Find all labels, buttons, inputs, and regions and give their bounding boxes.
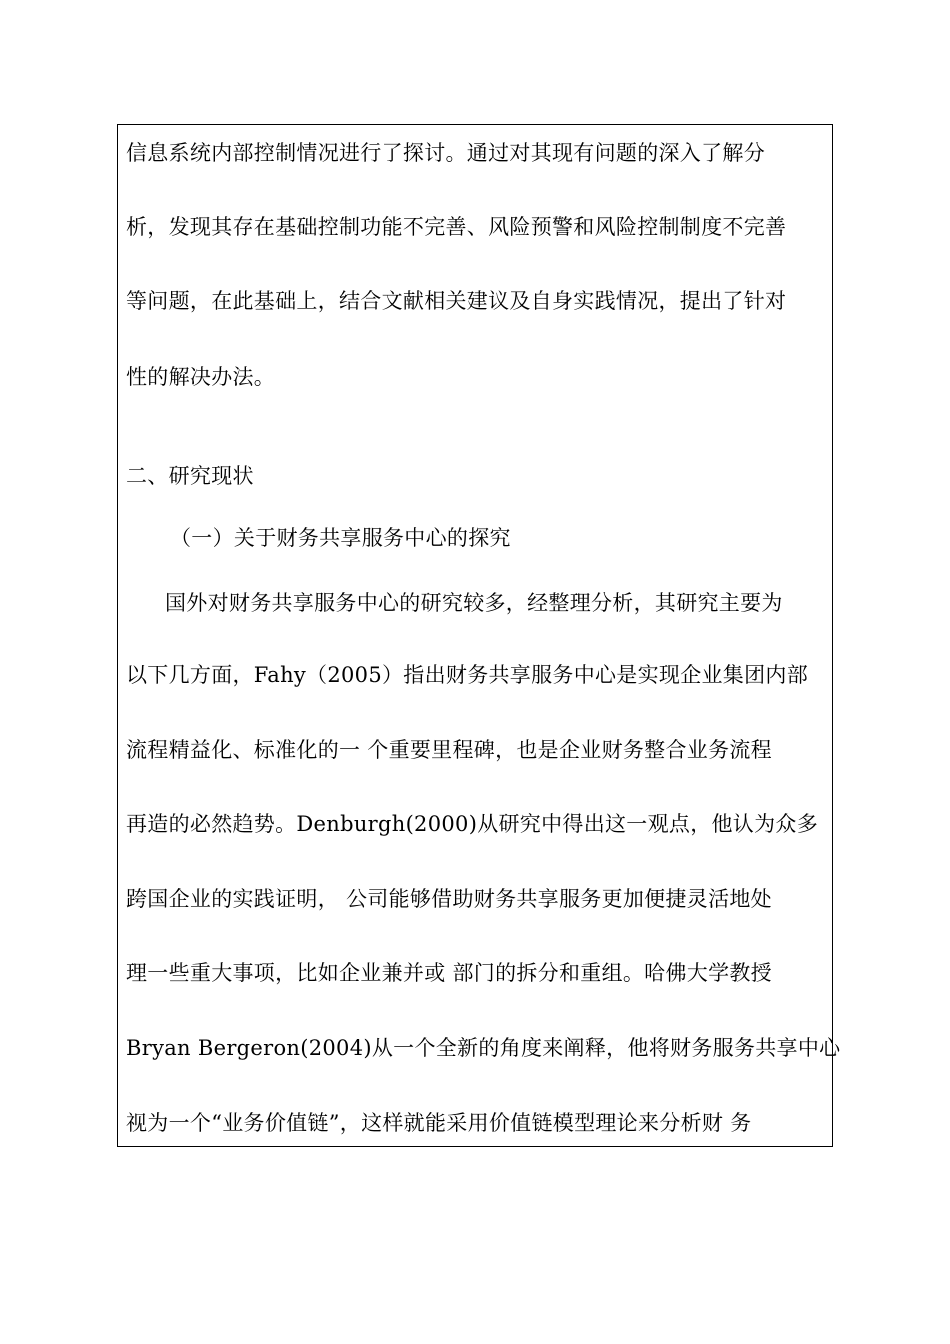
- paragraph-line: 理一些重大事项，比如企业兼并或 部门的拆分和重组。哈佛大学教授: [126, 961, 772, 985]
- paragraph-line: Bryan Bergeron(2004)从一个全新的角度来阐释，他将财务服务共享中心: [126, 1036, 841, 1060]
- text-frame: [117, 124, 841, 1147]
- paragraph-line: 跨国企业的实践证明， 公司能够借助财务共享服务更加便捷灵活地处: [126, 887, 772, 911]
- paragraph-line: 等问题，在此基础上，结合文献相关建议及自身实践情况，提出了针对: [126, 289, 787, 313]
- paragraph-line: 视为一个“业务价值链”，这样就能采用价值链模型理论来分析财 务: [126, 1111, 752, 1135]
- paragraph-line: 以下几方面，Fahy（2005）指出财务共享服务中心是实现企业集团内部: [126, 663, 808, 687]
- section-heading: 二、研究现状: [126, 464, 254, 488]
- paragraph-line: 析，发现其存在基础控制功能不完善、风险预警和风险控制制度不完善: [126, 215, 787, 239]
- subsection-heading: （一）关于财务共享服务中心的探究: [170, 526, 511, 550]
- paragraph-line: 国外对财务共享服务中心的研究较多，经整理分析，其研究主要为: [165, 591, 783, 615]
- paragraph-line: 再造的必然趋势。Denburgh(2000)从研究中得出这一观点，他认为众多: [126, 812, 818, 836]
- paragraph-line: 性的解决办法。: [126, 365, 276, 389]
- paragraph-line: 流程精益化、标准化的一 个重要里程碑，也是企业财务整合业务流程: [126, 738, 772, 762]
- paragraph-line: 信息系统内部控制情况进行了探讨。通过对其现有问题的深入了解分: [126, 141, 765, 165]
